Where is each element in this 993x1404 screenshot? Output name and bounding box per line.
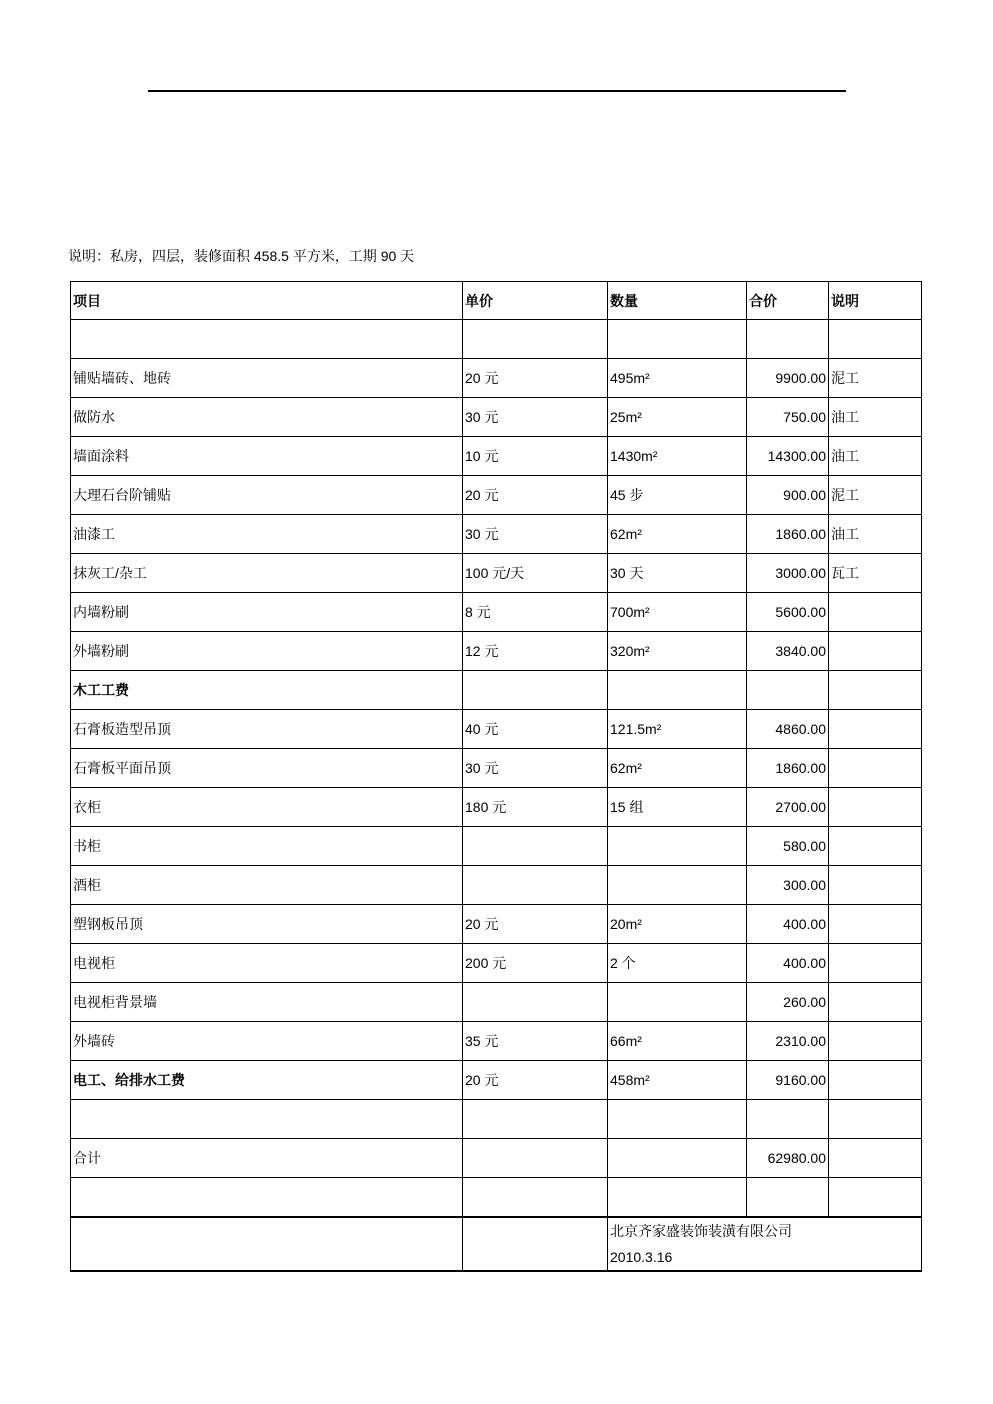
qty-cell: [608, 866, 747, 905]
total-cell: [747, 671, 829, 710]
summary-note: 说明：私房，四层，装修面积 458.5 平方米，工期 90 天: [68, 248, 415, 264]
total-cell: 9160.00: [747, 1061, 829, 1100]
total-cell: [747, 320, 829, 359]
qty-cell: 25m²: [608, 398, 747, 437]
qty-cell: 458m²: [608, 1061, 747, 1100]
unit-cell: 20 元: [463, 359, 608, 398]
item-cell: 电工、给排水工费: [71, 1061, 463, 1100]
note-cell: [829, 1100, 922, 1139]
item-cell: [71, 1100, 463, 1139]
note-cell: [829, 1178, 922, 1217]
qty-cell: 1430m²: [608, 437, 747, 476]
total-cell: 2700.00: [747, 788, 829, 827]
table-row: [71, 554, 922, 593]
qty-cell: 20m²: [608, 905, 747, 944]
table-row: [71, 710, 922, 749]
note-cell: 泥工: [829, 476, 922, 515]
unit-cell: 20 元: [463, 476, 608, 515]
note-cell: [829, 671, 922, 710]
item-cell: 铺贴墙砖、地砖: [71, 359, 463, 398]
unit-cell: [463, 320, 608, 359]
note-cell: [829, 749, 922, 788]
table-row: [71, 983, 922, 1022]
total-cell: 260.00: [747, 983, 829, 1022]
note-cell: [829, 320, 922, 359]
table-header-row: [71, 282, 922, 320]
header-unit-price: 单价: [463, 282, 608, 320]
item-cell: 油漆工: [71, 515, 463, 554]
qty-cell: [608, 1178, 747, 1217]
item-cell: 石膏板造型吊顶: [71, 710, 463, 749]
total-cell: 3840.00: [747, 632, 829, 671]
total-cell: 9900.00: [747, 359, 829, 398]
table-row: [71, 437, 922, 476]
item-cell: 墙面涂料: [71, 437, 463, 476]
total-cell: 3000.00: [747, 554, 829, 593]
total-cell: 14300.00: [747, 437, 829, 476]
item-cell: 做防水: [71, 398, 463, 437]
unit-cell: 100 元/天: [463, 554, 608, 593]
header-note: 说明: [829, 282, 922, 320]
footer-empty-unit-cell: [463, 1217, 608, 1271]
note-cell: 油工: [829, 437, 922, 476]
qty-cell: 30 天: [608, 554, 747, 593]
unit-cell: 30 元: [463, 398, 608, 437]
note-cell: [829, 944, 922, 983]
qty-cell: [608, 1139, 747, 1178]
note-cell: 瓦工: [829, 554, 922, 593]
qty-cell: 2 个: [608, 944, 747, 983]
unit-cell: 200 元: [463, 944, 608, 983]
total-cell: [747, 1178, 829, 1217]
note-cell: 油工: [829, 515, 922, 554]
header-quantity: 数量: [608, 282, 747, 320]
table-footer-row: [71, 1217, 922, 1271]
table-row: [71, 1061, 922, 1100]
note-cell: [829, 866, 922, 905]
qty-cell: 700m²: [608, 593, 747, 632]
unit-cell: [463, 1178, 608, 1217]
note-cell: [829, 710, 922, 749]
item-cell: [71, 320, 463, 359]
unit-cell: [463, 983, 608, 1022]
note-cell: [829, 905, 922, 944]
unit-cell: [463, 1139, 608, 1178]
total-cell: 400.00: [747, 944, 829, 983]
company-name: 北京齐家盛装饰装潢有限公司: [610, 1222, 792, 1239]
table-row: [71, 905, 922, 944]
table-row: [71, 632, 922, 671]
table-row: [71, 515, 922, 554]
table-row: [71, 788, 922, 827]
item-cell: 酒柜: [71, 866, 463, 905]
table-row: [71, 1178, 922, 1217]
table-row: [71, 359, 922, 398]
qty-cell: 495m²: [608, 359, 747, 398]
unit-cell: [463, 827, 608, 866]
unit-cell: 20 元: [463, 1061, 608, 1100]
item-cell: 外墙粉刷: [71, 632, 463, 671]
item-cell: 电视柜背景墙: [71, 983, 463, 1022]
qty-cell: [608, 320, 747, 359]
signature-date: 2010.3.16: [610, 1248, 673, 1265]
item-cell: 书柜: [71, 827, 463, 866]
item-cell: 合计: [71, 1139, 463, 1178]
item-cell: 抹灰工/杂工: [71, 554, 463, 593]
unit-cell: 30 元: [463, 515, 608, 554]
unit-cell: 30 元: [463, 749, 608, 788]
unit-cell: 20 元: [463, 905, 608, 944]
qty-cell: 62m²: [608, 749, 747, 788]
item-cell: 衣柜: [71, 788, 463, 827]
qty-cell: 121.5m²: [608, 710, 747, 749]
qty-cell: 62m²: [608, 515, 747, 554]
header-item: 项目: [71, 282, 463, 320]
note-cell: [829, 632, 922, 671]
item-cell: 电视柜: [71, 944, 463, 983]
qty-cell: 15 组: [608, 788, 747, 827]
unit-cell: 180 元: [463, 788, 608, 827]
unit-cell: 10 元: [463, 437, 608, 476]
qty-cell: [608, 671, 747, 710]
unit-cell: 8 元: [463, 593, 608, 632]
total-cell: 900.00: [747, 476, 829, 515]
table-row: [71, 593, 922, 632]
table-row: [71, 944, 922, 983]
table-row: [71, 671, 922, 710]
unit-cell: 12 元: [463, 632, 608, 671]
item-cell: 石膏板平面吊顶: [71, 749, 463, 788]
item-cell: 大理石台阶铺贴: [71, 476, 463, 515]
item-cell: 外墙砖: [71, 1022, 463, 1061]
table-row: [71, 827, 922, 866]
total-cell: 62980.00: [747, 1139, 829, 1178]
qty-cell: [608, 983, 747, 1022]
total-cell: 4860.00: [747, 710, 829, 749]
note-cell: [829, 1139, 922, 1178]
quotation-table: [70, 281, 922, 1272]
unit-cell: 35 元: [463, 1022, 608, 1061]
note-cell: 油工: [829, 398, 922, 437]
total-cell: 1860.00: [747, 749, 829, 788]
unit-cell: [463, 1100, 608, 1139]
item-cell: 木工工费: [71, 671, 463, 710]
total-cell: 580.00: [747, 827, 829, 866]
qty-cell: 66m²: [608, 1022, 747, 1061]
table-row: [71, 1022, 922, 1061]
qty-cell: [608, 1100, 747, 1139]
qty-cell: [608, 827, 747, 866]
note-cell: [829, 593, 922, 632]
table-row: [71, 866, 922, 905]
header-rule: [148, 90, 846, 92]
table-row: [71, 320, 922, 359]
item-cell: 内墙粉刷: [71, 593, 463, 632]
header-total: 合价: [747, 282, 829, 320]
table-row: [71, 476, 922, 515]
note-cell: [829, 1061, 922, 1100]
note-cell: [829, 827, 922, 866]
note-cell: 泥工: [829, 359, 922, 398]
qty-cell: 320m²: [608, 632, 747, 671]
item-cell: 塑钢板吊顶: [71, 905, 463, 944]
total-cell: 1860.00: [747, 515, 829, 554]
table-row: [71, 398, 922, 437]
table-row: [71, 1100, 922, 1139]
item-cell: [71, 1178, 463, 1217]
total-cell: 300.00: [747, 866, 829, 905]
total-cell: 400.00: [747, 905, 829, 944]
footer-empty-item-cell: [71, 1217, 463, 1271]
table-row: [71, 749, 922, 788]
note-cell: [829, 1022, 922, 1061]
unit-cell: 40 元: [463, 710, 608, 749]
unit-cell: [463, 866, 608, 905]
table-row: [71, 1139, 922, 1178]
total-cell: 5600.00: [747, 593, 829, 632]
total-cell: [747, 1100, 829, 1139]
note-cell: [829, 788, 922, 827]
total-cell: 750.00: [747, 398, 829, 437]
note-cell: [829, 983, 922, 1022]
unit-cell: [463, 671, 608, 710]
total-cell: 2310.00: [747, 1022, 829, 1061]
footer-signature-cell: [608, 1217, 922, 1271]
qty-cell: 45 步: [608, 476, 747, 515]
